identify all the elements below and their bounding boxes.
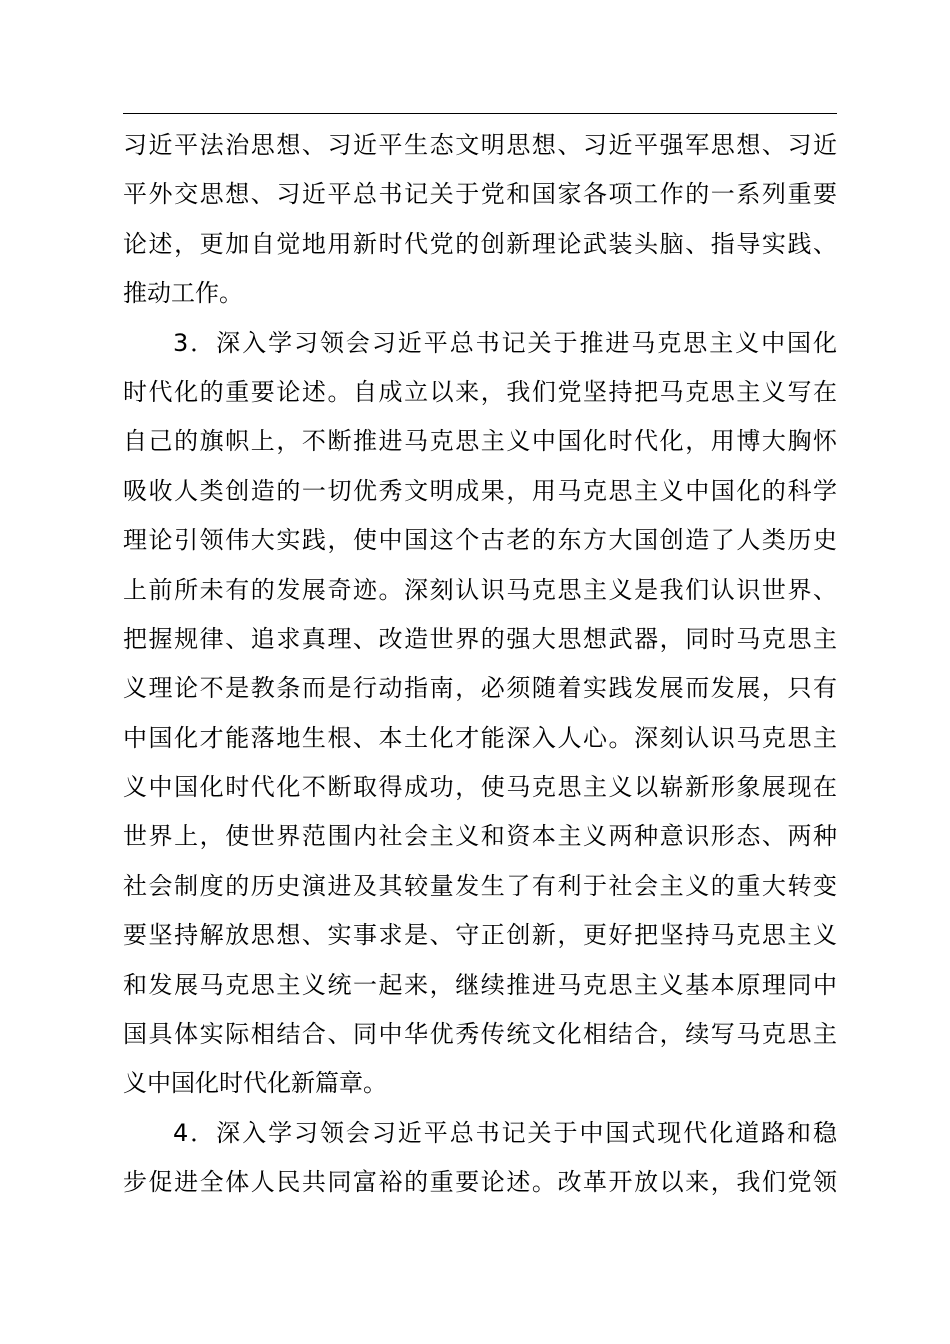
text-line: 义中国化时代化新篇章。 <box>123 1069 387 1098</box>
text-line: 自己的旗帜上，不断推进马克思主义中国化时代化，用博大胸怀 <box>123 427 837 456</box>
text-line: 4．深入学习领会习近平总书记关于中国式现代化道路和稳 <box>173 1118 837 1147</box>
text-line: 习近平法治思想、习近平生态文明思想、习近平强军思想、习近 <box>123 131 837 159</box>
text-line: 中国化才能落地生根、本土化才能深入人心。深刻认识马克思主 <box>123 723 837 752</box>
text-line: 3．深入学习领会习近平总书记关于推进马克思主义中国化 <box>173 328 837 357</box>
text-line: 把握规律、追求真理、改造世界的强大思想武器，同时马克思主 <box>123 624 837 653</box>
text-line: 义理论不是教条而是行动指南，必须随着实践发展而发展，只有 <box>123 674 837 703</box>
paragraph-continuation <box>123 121 837 319</box>
text-line: 步促进全体人民共同富裕的重要论述。改革开放以来，我们党领 <box>123 1168 837 1197</box>
paragraph-item-4 <box>123 1109 837 1208</box>
text-line: 要坚持解放思想、实事求是、守正创新，更好把坚持马克思主义 <box>123 921 837 950</box>
text-line: 国具体实际相结合、同中华优秀传统文化相结合，续写马克思主 <box>123 1020 837 1049</box>
text-line: 义中国化时代化不断取得成功，使马克思主义以崭新形象展现在 <box>123 773 837 802</box>
document-body <box>123 121 837 1208</box>
text-line: 和发展马克思主义统一起来，继续推进马克思主义基本原理同中 <box>123 970 837 999</box>
text-line: 论述，更加自觉地用新时代党的创新理论武装头脑、指导实践、 <box>123 229 837 258</box>
text-line: 推动工作。 <box>123 279 243 308</box>
header-rule <box>123 113 837 114</box>
text-line: 理论引领伟大实践，使中国这个古老的东方大国创造了人类历史 <box>123 526 837 555</box>
text-line: 吸收人类创造的一切优秀文明成果，用马克思主义中国化的科学 <box>123 476 837 505</box>
text-line: 社会制度的历史演进及其较量发生了有利于社会主义的重大转变 <box>123 871 837 900</box>
paragraph-item-3 <box>123 319 837 1109</box>
text-line: 世界上，使世界范围内社会主义和资本主义两种意识形态、两种 <box>123 822 837 851</box>
text-line: 平外交思想、习近平总书记关于党和国家各项工作的一系列重要 <box>123 180 837 209</box>
text-line: 时代化的重要论述。自成立以来，我们党坚持把马克思主义写在 <box>123 377 837 406</box>
text-line: 上前所未有的发展奇迹。深刻认识马克思主义是我们认识世界、 <box>123 575 837 604</box>
